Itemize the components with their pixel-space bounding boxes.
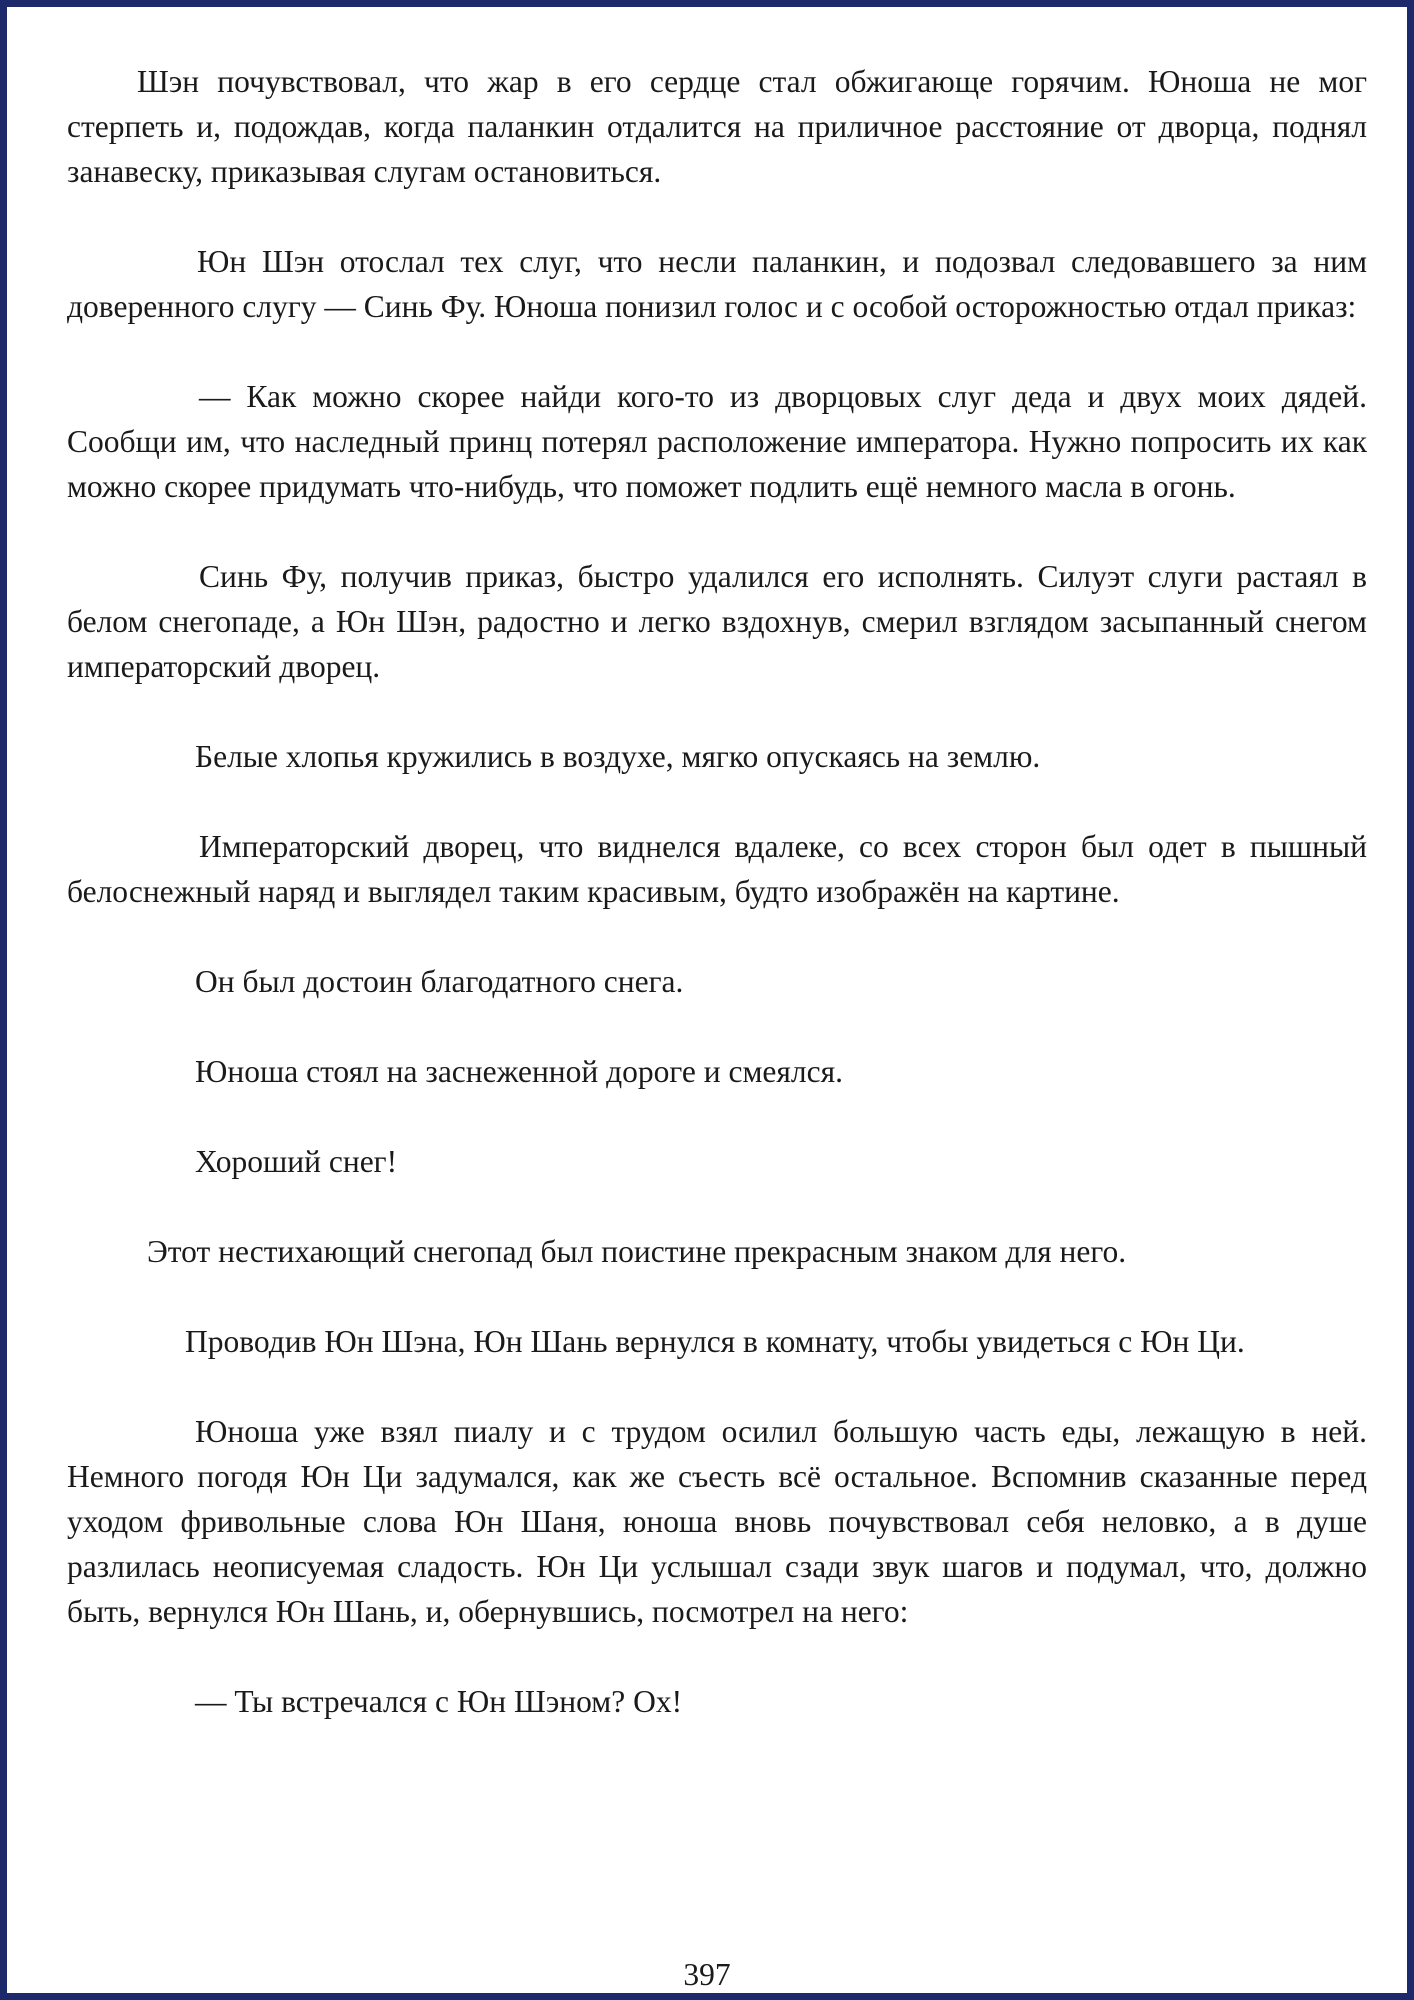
paragraph: Императорский дворец, что виднелся вдалеке, со всех сторон был одет в пышный белоснежный наряд и выглядел таким красивым, будто изображён на картине.	[67, 829, 1367, 909]
paragraph: — Как можно скорее найди кого-то из дворцовых слуг деда и двух моих дядей. Сообщи им, что наследный принц потерял расположение императора. Нужно попросить их как можно скорее придумать что-нибудь, что поможет подлить ещё немного масла в огонь.	[67, 379, 1367, 504]
paragraph: Этот нестихающий снегопад был поистине прекрасным знаком для него.	[147, 1234, 1127, 1269]
paragraph: Синь Фу, получив приказ, быстро удалился его исполнять. Силуэт слуги растаял в белом снегопаде, а Юн Шэн, радостно и легко вздохнув, смерил взглядом засыпанный снегом императорский дворец.	[67, 559, 1367, 684]
body-text	[67, 59, 1367, 1724]
page-number: 397	[683, 1957, 731, 1992]
paragraph: Проводив Юн Шэна, Юн Шань вернулся в комнату, чтобы увидеться с Юн Ци.	[185, 1324, 1245, 1359]
paragraph: — Ты встречался с Юн Шэном? Ох!	[195, 1684, 683, 1719]
paragraph: Он был достоин благодатного снега.	[195, 964, 684, 999]
paragraph: Хороший снег!	[195, 1144, 398, 1179]
paragraph: Белые хлопья кружились в воздухе, мягко опускаясь на землю.	[195, 739, 1041, 774]
paragraph: Юноша стоял на заснеженной дороге и смеялся.	[195, 1054, 843, 1089]
paragraph: Юноша уже взял пиалу и с трудом осилил большую часть еды, лежащую в ней. Немного погодя Юн Ци задумался, как же съесть всё остальное. Вспомнив сказанные перед уходом фривольные слова Юн Шаня, юноша вновь почувствовал себя неловко, а в душе разлилась неописуемая сладость. Юн Ци услышал сзади звук шагов и подумал, что, должно быть, вернулся Юн Шань, и, обернувшись, посмотрел на него:	[67, 1414, 1367, 1629]
paragraph: Юн Шэн отослал тех слуг, что несли паланкин, и подозвал следовавшего за ним доверенного слугу — Синь Фу. Юноша понизил голос и с особой осторожностью отдал приказ:	[67, 244, 1367, 324]
paragraph: Шэн почувствовал, что жар в его сердце стал обжигающе горячим. Юноша не мог стерпеть и, подождав, когда паланкин отдалится на приличное расстояние от дворца, поднял занавеску, приказывая слугам остановиться.	[67, 64, 1367, 189]
